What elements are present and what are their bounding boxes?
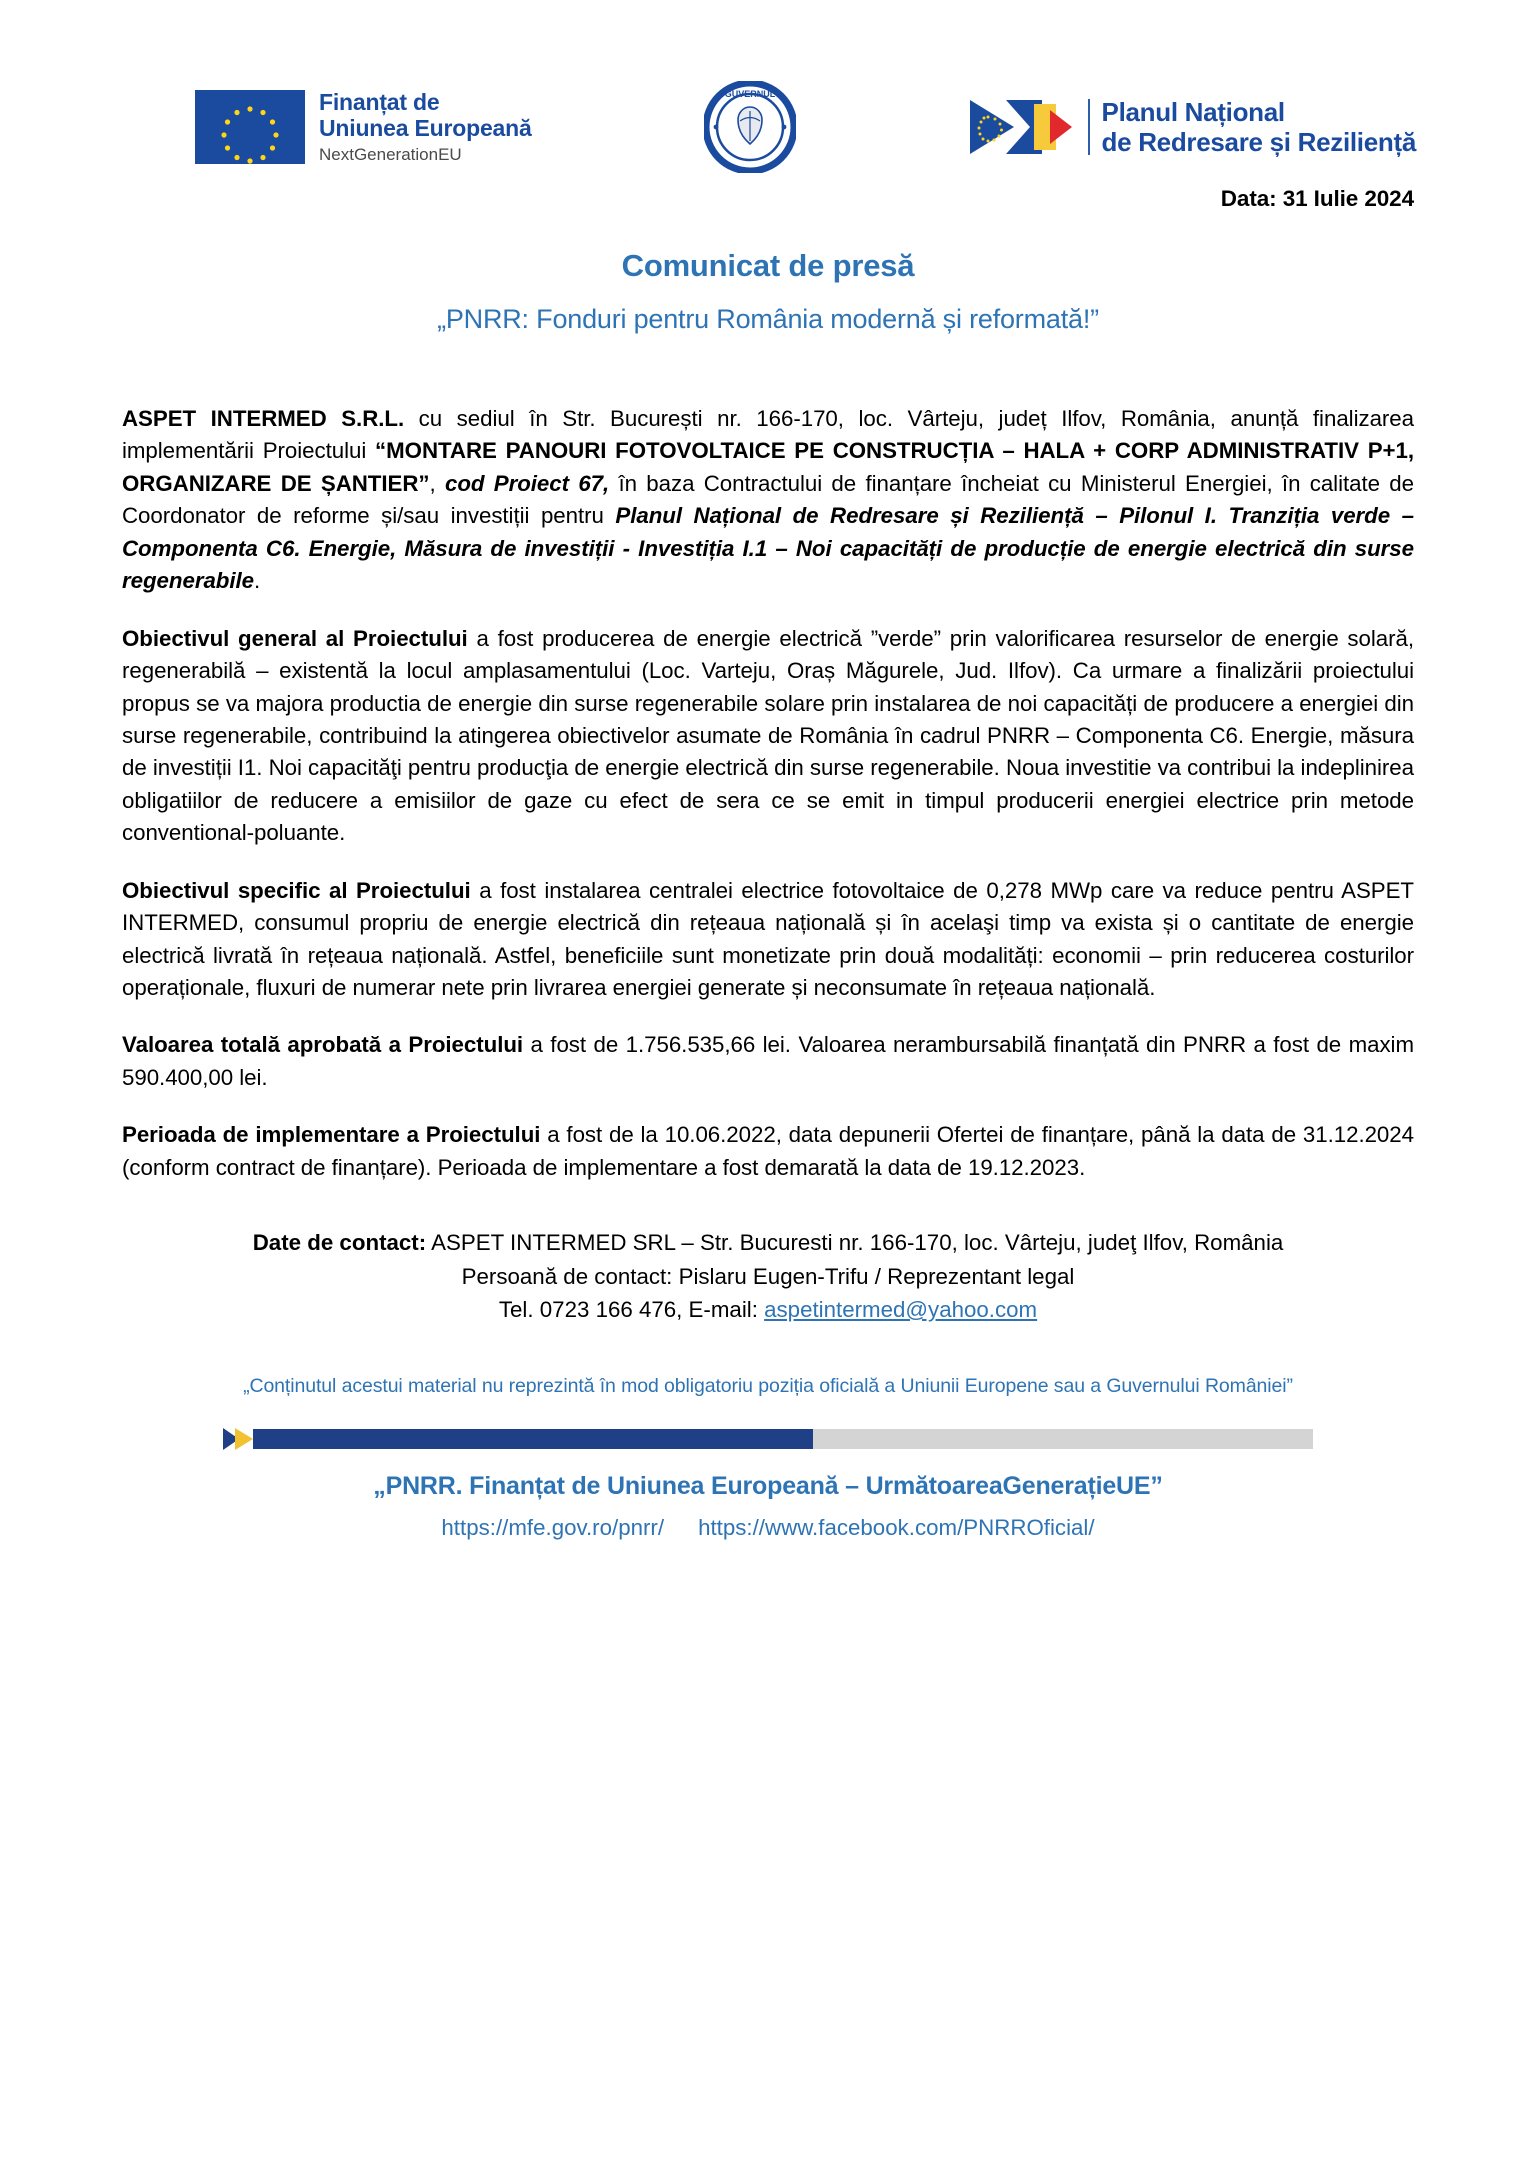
footer-bar-blue-segment: [253, 1429, 813, 1449]
paragraph-intro: [122, 403, 1414, 598]
arrow-yellow-icon: [235, 1428, 253, 1450]
company-name: ASPET INTERMED S.R.L.: [122, 406, 405, 431]
contact-line-3: [122, 1293, 1414, 1326]
paragraph-total-value: [122, 1029, 1414, 1094]
p1-text-2: ,: [429, 470, 445, 496]
p1-text-1: cu sediul în Str. București nr. 166-170, loc. Vârteju, județ Ilfov, România, anunță finalizarea implementării Proiectului: [122, 406, 1414, 464]
pnrr-logo-line2: de Redresare și Reziliență: [1101, 127, 1416, 157]
contact-person: Persoană de contact: Pislaru Eugen-Trifu / Reprezentant legal: [461, 1263, 1075, 1289]
pnrr-flags-svg: [968, 96, 1076, 158]
eu-stars-icon: [195, 90, 305, 164]
romanian-government-seal-icon: [704, 81, 796, 173]
general-objective-text: a fost producerea de energie electrică ”verde” prin valorificarea resurselor de energie solară, regenerabilă – existentă la locul amplasamentului (Loc. Varteju, Oraș Măgurele, Jud. Ilfov). Ca urmare a finalizării proiectului propus se va majora productia de energie din surse regenerabile solare prin instalarea de noi capacități de producere a energiei din surse regenerabile, contribuind la atingerea obiectivelor asumate de România în cadrul PNRR – Componenta C6. Energie, măsura de investiții I1. Noi capacităţi pentru producţia de energie electrică din surse regenerabile. Noua investitie va contribui la indeplinirea obligatiilor de reducere a emisiilor de gaze cu efect de sera ce se emit in timpul producerii energiei electrice prin metode conventional-poluante.: [122, 625, 1414, 846]
paragraph-specific-objective: [122, 875, 1414, 1005]
document-body: [0, 403, 1536, 1184]
contact-phone: Tel. 0723 166 476, E-mail:: [498, 1297, 765, 1323]
footer-decorative-bar: [223, 1428, 1313, 1450]
pnrr-logo-line1: Planul Național: [1101, 96, 1285, 127]
logo-bar: [0, 0, 1536, 180]
eu-logo-line3: NextGenerationEU: [319, 144, 462, 164]
contact-block: [0, 1226, 1536, 1326]
programme-reference: Planul Național de Redresare și Reziliență – Pilonul I. Tranziția verde – Componenta C6. Energie, Măsura de investiții - Investiția I.1 – Noi capacități de producție de energie electrică din surse regenerabile: [122, 503, 1414, 594]
document-date: Data: 31 Iulie 2024: [1220, 186, 1414, 211]
paragraph-implementation-period: [122, 1119, 1414, 1184]
pnrr-divider: [1088, 99, 1090, 155]
page-title: Comunicat de presă: [621, 248, 915, 283]
eu-logo-line1: Finanțat de: [319, 89, 440, 116]
footer-link-facebook[interactable]: https://www.facebook.com/PNRROficial/: [698, 1514, 1095, 1540]
total-value-text: a fost de 1.756.535,66 lei. Valoarea nerambursabilă finanțată din PNRR a fost de maxim 590.400,00 lei.: [122, 1032, 1414, 1090]
contact-address: ASPET INTERMED SRL – Str. Bucuresti nr. 166-170, loc. Vârteju, judeţ Ilfov, România: [426, 1230, 1284, 1256]
implementation-period-text: a fost de la 10.06.2022, data depunerii Ofertei de finanțare, până la data de 31.12.2024 (conform contract de finanțare). Perioada de implementare a fost demarată la data de 19.12.2023.: [122, 1122, 1414, 1180]
footer-link-mfe[interactable]: https://mfe.gov.ro/pnrr/: [441, 1514, 665, 1540]
paragraph-general-objective: [122, 623, 1414, 850]
pnrr-flags-icon: [968, 96, 1076, 158]
contact-lead: Date de contact:: [252, 1230, 427, 1256]
pnrr-logo: [968, 96, 1416, 158]
disclaimer-text: „Conținutul acestui material nu reprezintă în mod obligatoriu poziția oficială a Uniunii Europene sau a Guvernului României”: [243, 1374, 1293, 1397]
specific-objective-lead: Obiectivul specific al Proiectului: [122, 877, 471, 903]
general-objective-lead: Obiectivul general al Proiectului: [122, 625, 468, 651]
footer-links: [0, 1515, 1536, 1541]
project-name: “MONTARE PANOURI FOTOVOLTAICE PE CONSTRUCȚIA – HALA + CORP ADMINISTRATIV P+1, ORGANIZARE DE ȘANTIER”: [122, 438, 1415, 496]
eu-logo-text: [319, 90, 532, 164]
page-subtitle: „PNRR: Fonduri pentru România modernă și reformată!”: [437, 304, 1099, 334]
eu-flag-icon: [195, 90, 305, 164]
pnrr-logo-text: [1102, 97, 1416, 157]
specific-objective-text: a fost instalarea centralei electrice fotovoltaice de 0,278 MWp care va reduce pentru ASPET INTERMED, consumul propriu de energie electrică din rețeaua națională și în acelaşi timp va exista și o cantitate de energie electrică livrată în rețeaua națională. Astfel, beneficiile sunt monetizate prin două modalități: economii – prin reducerea costurilor operaționale, fluxuri de numerar nete prin livrarea energiei generate și neconsumate în rețeaua națională.: [122, 877, 1414, 1000]
project-code: cod Proiect 67,: [444, 470, 610, 496]
footer-title: „PNRR. Finanțat de Uniunea Europeană – UrmătoareaGenerațieUE”: [373, 1471, 1163, 1500]
contact-line-1: [122, 1226, 1414, 1259]
contact-email-link[interactable]: aspetintermed@yahoo.com: [764, 1297, 1038, 1323]
gov-seal-svg: [704, 81, 796, 173]
eu-funding-logo: [195, 90, 532, 164]
p1-text-4: .: [254, 568, 261, 594]
footer-bar-grey-segment: [813, 1429, 1313, 1449]
total-value-lead: Valoarea totală aprobată a Proiectului: [122, 1032, 524, 1058]
svg-text:GUVERNUL: GUVERNUL: [724, 89, 775, 99]
implementation-period-lead: Perioada de implementare a Proiectului: [122, 1122, 541, 1148]
p1-text-3: în baza Contractului de finanțare încheiat cu Ministerul Energiei, în calitate de Coordonator de reforme și/sau investiții pentru: [122, 470, 1414, 529]
eu-logo-line2: Uniunea Europeană: [319, 114, 532, 141]
